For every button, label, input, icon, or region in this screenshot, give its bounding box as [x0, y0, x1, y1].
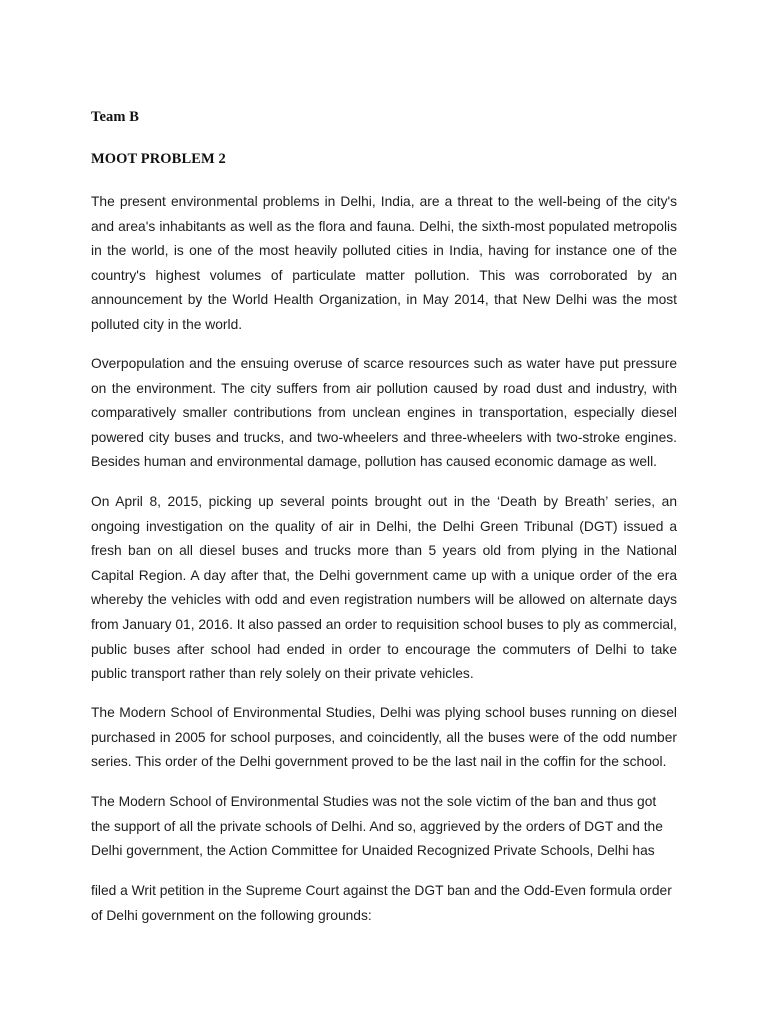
paragraph-4: The Modern School of Environmental Studies, Delhi was plying school buses running on diesel purchased in 2005 for school purposes, and coincidently, all the buses were of the odd number series. This order of the Delhi government proved to be the last nail in the coffin for the school.	[91, 705, 677, 770]
paragraph-6: filed a Writ petition in the Supreme Court against the DGT ban and the Odd-Even formula order of Delhi government on the following grounds:	[91, 883, 672, 923]
paragraph-1: The present environmental problems in Delhi, India, are a threat to the well-being of the city's and area's inhabitants as well as the flora and fauna. Delhi, the sixth-most populated metropolis in the world, is one of the most heavily polluted cities in India, having for instance one of the country's highest volumes of particulate matter pollution. This was corroborated by an announcement by the World Health Organization, in May 2014, that New Delhi was the most polluted city in the world.	[91, 194, 677, 332]
paragraph-2: Overpopulation and the ensuing overuse of scarce resources such as water have put pressure on the environment. The city suffers from air pollution caused by road dust and industry, with comparatively smaller contributions from unclean engines in transportation, especially diesel powered city buses and trucks, and two-wheelers and three-wheelers with two-stroke engines. Besides human and environmental damage, pollution has caused economic damage as well.	[91, 356, 677, 470]
paragraph-3: On April 8, 2015, picking up several points brought out in the ‘Death by Breath’ series, an ongoing investigation on the quality of air in Delhi, the Delhi Green Tribunal (DGT) issued a fresh ban on all diesel buses and trucks more than 5 years old from plying in the National Capital Region. A day after that, the Delhi government came up with a unique order of the era whereby the vehicles with odd and even registration numbers will be allowed on alternate days from January 01, 2016. It also passed an order to requisition school buses to ply as commercial, public buses after school had ended in order to encourage the commuters of Delhi to take public transport rather than rely solely on their private vehicles.	[91, 494, 677, 682]
paragraph-5: The Modern School of Environmental Studies was not the sole victim of the ban and thus got the support of all the private schools of Delhi. And so, aggrieved by the orders of DGT and the Delhi government, the Action Committee for Unaided Recognized Private Schools, Delhi has	[91, 794, 663, 859]
document-title: MOOT PROBLEM 2	[91, 151, 226, 167]
team-label: Team B	[91, 109, 140, 125]
